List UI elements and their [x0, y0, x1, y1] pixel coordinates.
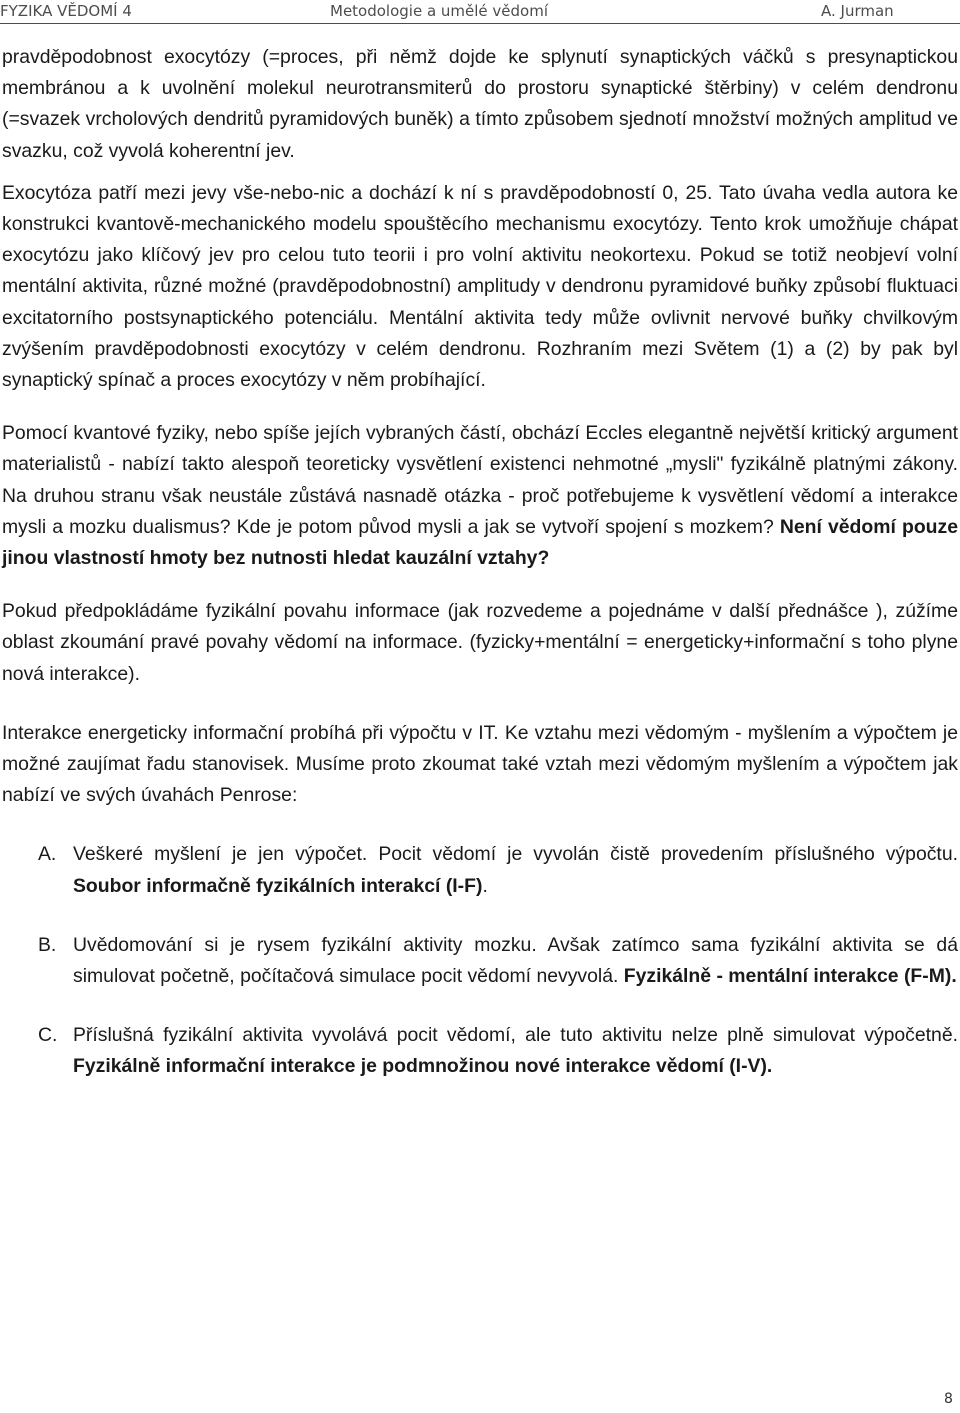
list-marker: C.	[38, 1024, 58, 1047]
paragraph-spacer	[2, 902, 958, 930]
paragraph-bold-question: Není vědomí pouze jinou vlastností hmoty bez nutnosti hledat kauzální vztahy?	[2, 515, 959, 570]
list-item-bold: Fyzikálně informační interakce je podmnožinou nové interakce vědomí (I-V).	[73, 1055, 773, 1078]
list-item-text: Uvědomování si je rysem fyzikální aktivity mozku. Avšak zatímco sama fyzikální aktivita se dá simulovat početně, počítačová simulace pocit vědomí nevyvolá.	[73, 933, 958, 988]
paragraph-penrose-intro: Interakce energeticky informační probíhá při výpočtu v IT. Ke vztahu mezi vědomým - myšlením a výpočtem je možné zaujímat řadu stanovisek. Musíme proto zkoumat také vztah mezi vědomým myšlením a výpočtem jak nabízí ve svých úvahách Penrose:	[2, 721, 958, 807]
header-course-title: FYZIKA VĚDOMÍ 4	[0, 2, 132, 20]
paragraph-text: Pomocí kvantové fyziky, nebo spíše jejích vybraných částí, obchází Eccles elegantně největší kritický argument materialistů - nabízí takto alespoň teoreticky vysvětlení existenci nehmotné „mysli" fyzikálně platnými zákony. Na druhou stranu však neustále zůstává nasnadě otázka - proč potřebujeme k vysvětlení vědomí a interakce mysli a mozku dualismus? Kde je potom původ mysli a jak se vytvoří spojení s mozkem?	[2, 422, 958, 538]
list-item-b	[2, 930, 958, 992]
paragraph-information-nature: Pokud předpokládáme fyzikální povahu informace (jak rozvedeme a pojednáme v další přednášce ), zúžíme oblast zkoumání pravé povahy vědomí na informace. (fyzicky+mentální = energeticky+informační s toho plyne nová interakce).	[2, 600, 958, 685]
header-lecture-title: Metodologie a umělé vědomí	[330, 2, 549, 20]
paragraph-eccles-argument	[2, 418, 958, 574]
header-rule	[0, 23, 960, 24]
paragraph-spacer	[2, 167, 958, 178]
list-item-bold: Soubor informačně fyzikálních interakcí (I-F)	[73, 874, 483, 897]
page-header	[0, 0, 960, 24]
list-item-c	[2, 1020, 958, 1082]
paragraph-exocytosis-intro: pravděpodobnost exocytózy (=proces, při němž dojde ke splynutí synaptických váčků s presynaptickou membránou a k uvolnění molekul neurotransmiterů do prostoru synaptické štěrbiny) v celém dendronu (=svazek vrcholových dendritů pyramidových buněk) a tímto způsobem sjednotí množství možných amplitud ve svazku, což vyvolá koherentní jev.	[2, 46, 958, 162]
list-item-text: Veškeré myšlení je jen výpočet. Pocit vědomí je vyvolán čistě provedením příslušného výpočtu.	[73, 843, 958, 866]
paragraph-spacer	[2, 690, 958, 718]
paragraph-spacer	[2, 574, 958, 596]
document-body	[2, 42, 958, 1083]
list-item-text: Příslušná fyzikální aktivita vyvolává pocit vědomí, ale tuto aktivitu nelze plně simulovat výpočetně.	[73, 1024, 958, 1047]
paragraph-spacer	[2, 811, 958, 839]
list-item-a	[2, 839, 958, 901]
header-author: A. Jurman	[821, 2, 894, 20]
paragraph-spacer	[2, 992, 958, 1020]
paragraph-exocytosis-model: Exocytóza patří mezi jevy vše-nebo-nic a dochází k ní s pravděpodobností 0, 25. Tato úvaha vedla autora ke konstrukci kvantově-mechanického modelu spouštěcího mechanismu exocytózy. Tento krok umožňuje chápat exocytózu jako klíčový jev pro celou tuto teorii i pro volní aktivitu neokortexu. Pokud se totiž neobjeví volní mentální aktivita, různé možné (pravděpodobnostní) amplitudy v dendronu pyramidové buňky způsobí fluktuaci excitatorního postsynaptického potenciálu. Mentální aktivita tedy může ovlivnit nervové buňky chvilkovým zvýšením pravděpodobnosti exocytózy v celém dendronu. Rozhraním mezi Světem (1) a (2) by pak byl synaptický spínač a proces exocytózy v něm probíhající.	[2, 181, 958, 392]
list-marker: B.	[38, 933, 57, 956]
page-number: 8	[944, 1391, 953, 1407]
list-marker: A.	[38, 843, 57, 866]
paragraph-spacer	[2, 396, 958, 418]
list-item-tail: .	[482, 874, 488, 897]
list-item-bold: Fyzikálně - mentální interakce (F-M).	[623, 965, 957, 988]
